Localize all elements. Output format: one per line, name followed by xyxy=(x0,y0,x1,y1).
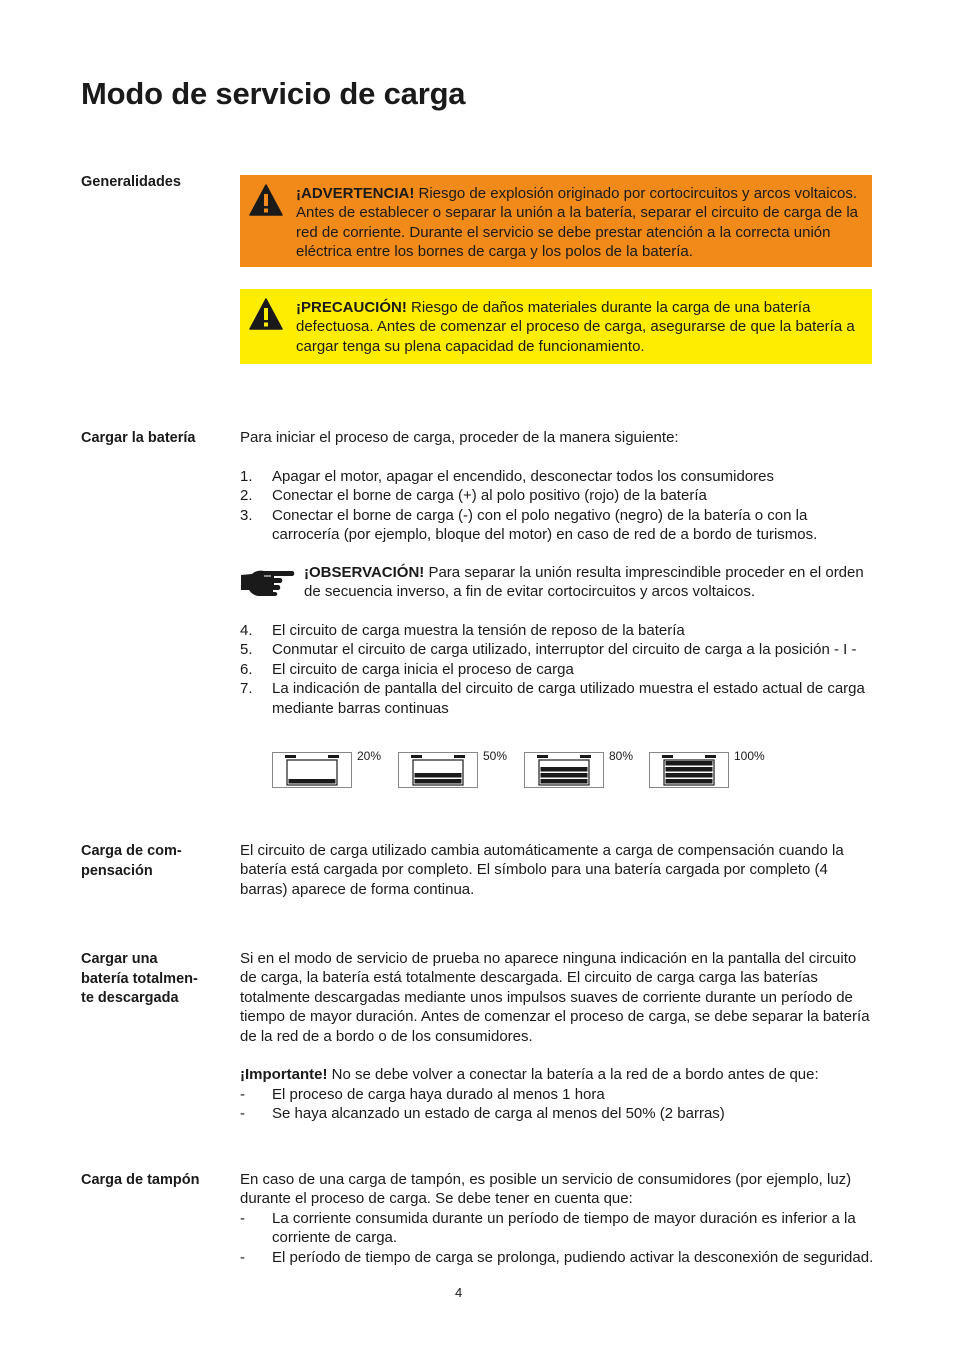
battery-icon xyxy=(272,752,352,788)
section-label-buffer: Carga de tampón xyxy=(81,1172,200,1188)
charge-bar xyxy=(541,767,588,772)
page-number: 4 xyxy=(455,1285,463,1300)
battery-terminal xyxy=(662,755,673,758)
important-paragraph xyxy=(240,1065,876,1084)
item-text: Se haya alcanzado un estado de carga al menos del 50% (2 barras) xyxy=(272,1105,725,1123)
section-label-line: batería totalmen- xyxy=(81,970,198,987)
step-text: Conectar el borne de carga (+) al polo positivo (rojo) de la batería xyxy=(272,487,707,505)
compensation-paragraph: El circuito de carga utilizado cambia automáticamente a carga de compensación cuando la batería está cargada por completo. El símbolo para una batería cargada por completo (4 barras) aparece de forma continua. xyxy=(240,842,844,898)
list-item xyxy=(240,1104,876,1123)
battery-icon xyxy=(649,752,729,788)
charge-bar xyxy=(541,773,588,778)
battery-percent: 80% xyxy=(609,749,634,763)
list-item xyxy=(240,1085,876,1104)
charge-bar xyxy=(541,779,588,784)
step-number: 3. xyxy=(240,506,253,524)
warning-icon xyxy=(249,184,283,216)
compensation-text xyxy=(240,841,876,899)
dash-marker: - xyxy=(240,1105,245,1123)
steps-list-a xyxy=(240,467,876,545)
item-text: El período de tiempo de carga se prolonga, pudiendo activar la desconexión de seguridad. xyxy=(272,1248,874,1266)
charge-bar xyxy=(415,773,462,778)
dash-marker: - xyxy=(240,1248,245,1266)
battery-terminal xyxy=(537,755,548,758)
caution-label: ¡PRECAUCIÓN! xyxy=(296,299,407,316)
important-text: No se debe volver a conectar la batería a la red de a bordo antes de que: xyxy=(327,1066,819,1084)
warning-text: Riesgo de explosión originado por cortocircuitos y arcos voltaicos. Antes de establecer o separar la unión a la batería, separar el circuito de carga de la red de corriente. Durante el servicio se debe prestar atención a la correcta unión eléctrica entre los bornes de carga y los polos de la batería. xyxy=(296,185,859,261)
deep-paragraph: Si en el modo de servicio de prueba no aparece ninguna indicación en la pantalla del circuito de carga, la batería está totalmente descargada. El circuito de carga carga las baterías totalmente descargadas mediante unos impulsos suaves de corriente durante un período de tiempo de mayor duración. Antes de comenzar el proceso de carga, se debe separar la batería de la red de a bordo o de los consumidores. xyxy=(240,950,870,1045)
charge-intro xyxy=(240,428,876,447)
steps-list-b xyxy=(240,621,876,718)
list-item xyxy=(240,1209,876,1248)
list-item xyxy=(240,640,876,659)
section-label-compensation xyxy=(81,842,221,881)
battery-icon xyxy=(398,752,478,788)
caution-text: Riesgo de daños materiales durante la carga de una batería defectuosa. Antes de comenzar el proceso de carga, asegurarse de que la batería a cargar tenga su plena capacidad de funcionamiento. xyxy=(296,299,855,355)
charge-bar xyxy=(289,779,336,784)
page-title: Modo de servicio de carga xyxy=(81,76,466,111)
important-label: ¡Importante! xyxy=(240,1066,328,1084)
step-text: La indicación de pantalla del circuito de carga utilizado muestra el estado actual de carga mediante barras continuas xyxy=(272,680,865,717)
section-label-line: Cargar una xyxy=(81,951,158,967)
item-text: La corriente consumida durante un período de tiempo de mayor duración es inferior a la corriente de carga. xyxy=(272,1209,856,1247)
charge-bar xyxy=(666,767,713,772)
caution-icon xyxy=(249,298,283,330)
list-item xyxy=(240,679,876,718)
list-item xyxy=(240,486,876,505)
battery-terminal xyxy=(285,755,296,758)
dash-marker: - xyxy=(240,1209,245,1227)
battery-terminal xyxy=(580,755,591,758)
section-label-deep xyxy=(81,950,221,1009)
step-number: 1. xyxy=(240,468,253,485)
section-label-charge: Cargar la batería xyxy=(81,430,196,446)
battery-terminal xyxy=(328,755,339,758)
battery-terminal xyxy=(454,755,465,758)
step-text: Apagar el motor, apagar el encendido, desconectar todos los consumidores xyxy=(272,468,774,485)
step-number: 4. xyxy=(240,622,253,639)
list-item xyxy=(240,506,876,545)
section-label-general: Generalidades xyxy=(81,174,181,190)
pointing-hand-icon xyxy=(240,567,296,597)
dash-marker: - xyxy=(240,1085,245,1103)
observation-note xyxy=(240,563,876,602)
warning-label: ¡ADVERTENCIA! xyxy=(296,185,415,202)
observation-text: Para separar la unión resulta imprescindible proceder en el orden de secuencia inverso, a fin de evitar cortocircuitos y arcos voltaicos. xyxy=(304,564,864,601)
section-label-line: te descargada xyxy=(81,990,179,1006)
charge-bar xyxy=(415,779,462,784)
item-text: El proceso de carga haya durado al menos 1 hora xyxy=(272,1085,605,1103)
battery-percent: 100% xyxy=(734,749,765,763)
observation-label: ¡OBSERVACIÓN! xyxy=(304,564,425,581)
step-text: El circuito de carga muestra la tensión de reposo de la batería xyxy=(272,622,685,639)
buffer-paragraph: En caso de una carga de tampón, es posible un servicio de consumidores (por ejemplo, luz) durante el proceso de carga. Se debe tener en cuenta que: xyxy=(240,1171,852,1208)
battery-terminal xyxy=(705,755,716,758)
battery-icon xyxy=(524,752,604,788)
list-item xyxy=(240,467,876,486)
step-number: 2. xyxy=(240,487,253,505)
charge-bar xyxy=(666,779,713,784)
step-text: Conmutar el circuito de carga utilizado, interruptor del circuito de carga a la posición - I - xyxy=(272,641,857,659)
step-text: El circuito de carga inicia el proceso de carga xyxy=(272,660,574,678)
list-item xyxy=(240,621,876,640)
warning-box xyxy=(240,175,872,267)
caution-box xyxy=(240,289,872,364)
charge-bar xyxy=(666,761,713,766)
battery-percent: 20% xyxy=(357,749,382,763)
deep-text xyxy=(240,949,876,1124)
buffer-text xyxy=(240,1170,876,1267)
step-number: 6. xyxy=(240,660,253,678)
list-item xyxy=(240,660,876,679)
step-number: 5. xyxy=(240,641,253,659)
battery-percent: 50% xyxy=(483,749,508,763)
list-item xyxy=(240,1248,876,1267)
charge-bar xyxy=(666,773,713,778)
battery-terminal xyxy=(411,755,422,758)
step-number: 7. xyxy=(240,680,253,698)
section-label-line: Carga de com- xyxy=(81,843,182,859)
charge-intro-text: Para iniciar el proceso de carga, proceder de la manera siguiente: xyxy=(240,429,679,446)
step-text: Conectar el borne de carga (-) con el polo negativo (negro) de la batería o con la carrocería (por ejemplo, bloque del motor) en caso de red de a bordo de turismos. xyxy=(272,506,818,544)
section-label-line: pensación xyxy=(81,862,153,879)
